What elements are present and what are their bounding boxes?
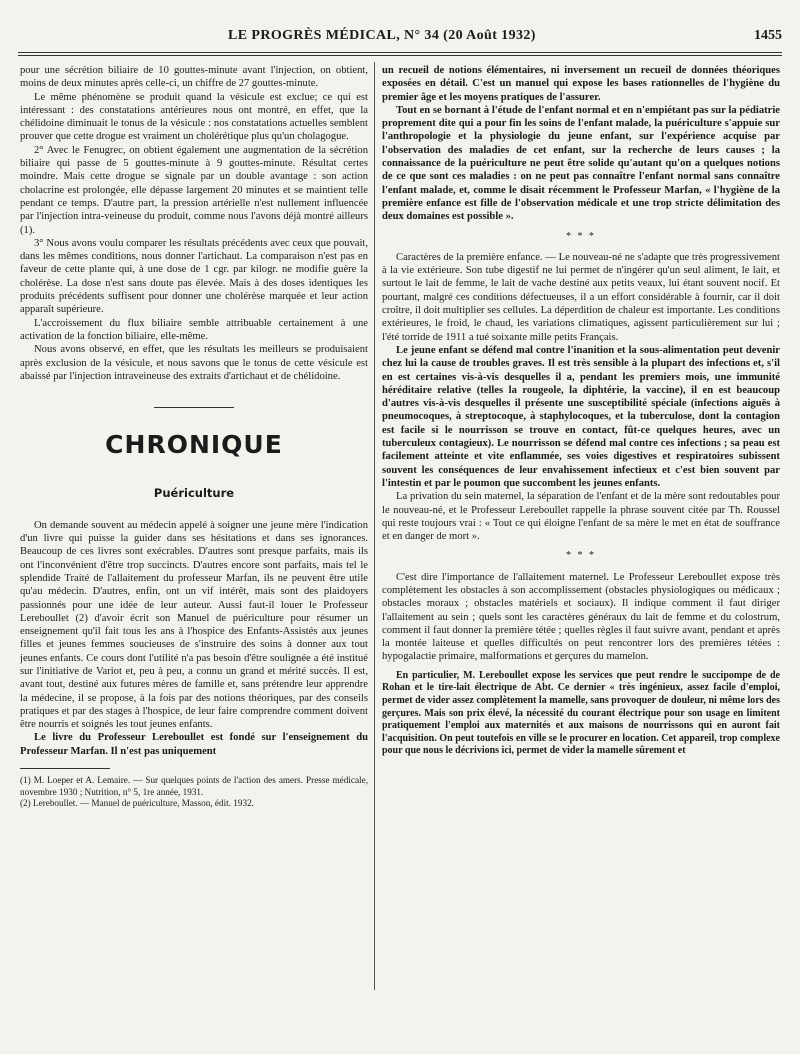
asterism: * * * xyxy=(566,230,596,242)
paragraph: Nous avons observé, en effet, que les résultats les meilleurs se produisaient après exclusion de la vésicule, et nous savons que le tonus de cette vésicule est abaissé par l'injection intraveineuse des extraits d'artichaut et de chélidoine. xyxy=(20,344,368,382)
paragraph: Le même phénomène se produit quand la vésicule est exclue; ce qui est intéressant : des constatations antérieures nous ont montré, en effet, que la chélidoine diminuait le tonus de la vésicule : nos constatations actuelles semblent prouver que cette drogue est vraiment un cholérétique plus qu'un cholagogue. xyxy=(20,91,368,143)
paragraph: pour une sécrétion biliaire de 10 gouttes-minute avant l'injection, on obtient, moins de deux minutes après celle-ci, un chiffre de 27 gouttes-minute. xyxy=(20,65,368,90)
header-rule-2 xyxy=(18,55,782,56)
paragraph: En particulier, M. Lereboullet expose les services que peut rendre le succipompe de de Rohan et le tire-lait électrique de Abt. Ce dernier « très ingénieux, assez facile d'emploi, permet de vider assez complètement la mamelle, sans provoquer de douleur, ni même lors des gerçures. Mais son prix élevé, la nécessité du courant électrique pour son usage en limitent pratiquement l'emploi aux maternités et aux maisons de nourrissons qui en auront fait l'acquisition. On peut toutefois en ville se le procurer en location. Cet appareil, trop complexe pour que nous le décrivions ici, permet de vider la mamelle sûrement et xyxy=(382,669,780,757)
paragraph: Caractères de la première enfance. — Le nouveau-né ne s'adapte que très progressivement à la vie extérieure. Son tube digestif ne lui permet de n'ingérer qu'un seul aliment, le lait, et surtout le lait de femme, le lait de vache destiné aux petits veaux, lui étant souvent nocif. Et pourtant, malgré ces conditions défectueuses, il a un effort considérable à fournir, car il doit croître, il doit multiplier ses cellules. La déperdition de chaleur est importante. Les conditions extérieures, le froid, le chaud, les variations climatiques, agissent particulièrement sur lui ; l'été torride de 1911 a tué soixante mille petits Français. xyxy=(382,251,780,343)
paragraph: 2° Avec le Fenugrec, on obtient également une augmentation de la sécrétion biliaire qui passe de 5 gouttes-minute à 9 gouttes-minute. Résultat certes moindre. Mais cette drogue se signale par un double avantage : son action cholacrine est prolongée, elle dépasse largement 20 minutes et se maintient telle pendant ce temps. D'autre part, la pression artérielle n'est nullement influencée par l'injection intra-veineuse du produit, comme nous l'avons déjà montré ailleurs (1). xyxy=(20,144,368,236)
paragraph: 3° Nous avons voulu comparer les résultats précédents avec ceux que pouvait, dans les mêmes conditions, nous donner l'artichaut. La comparaison n'est pas en faveur de cette plante qui, à une dose de 1 cgr. par kilogr. ne modifie guère la cholérèse. La dose n'est sans doute pas élevée. Mais à des doses identiques les produits précédents suffisent pour donner une cholérèse marquée et leur action apparaît supérieure. xyxy=(20,237,368,316)
left-column xyxy=(20,64,368,1054)
footnote-rule xyxy=(20,768,110,769)
journal-title: LE PROGRÈS MÉDICAL, N° 34 (20 Août 1932) xyxy=(228,28,536,43)
section-separator xyxy=(154,407,234,408)
column-divider xyxy=(374,62,375,990)
running-header xyxy=(18,28,782,48)
paragraph: Tout en se bornant à l'étude de l'enfant normal et en n'empiétant pas sur la pédiatrie proprement dite qui a pour fin les soins de l'enfant malade, la puériculture s'appuie sur l'anthropologie et la physiologie du jeune enfant, sur l'expérience acquise par l'observation des maladies de cet enfant, sur la recherche de leurs causes ; la connaissance de la puériculture ne peut être solide qu'autant qu'on a quelques notions de ce que sont ces maladies : on ne peut pas connaître l'enfant normal sans connaître l'enfant malade, et, comme le disait récemment le Professeur Marfan, « l'hygiène de la première enfance est fille de l'observation médicale et une trop stricte délimitation des deux domaines est possible ». xyxy=(382,104,780,223)
section-heading: Puériculture xyxy=(153,486,235,501)
paragraph: La privation du sein maternel, la séparation de l'enfant et de la mère sont redoutables pour le nouveau-né, et le Professeur Lereboullet rappelle la phrase souvent citée par Th. Roussel qui reste toujours vrai : « Tout ce qui éloigne l'enfant de sa mère le met en état de souffrance et en danger de mort ». xyxy=(382,491,780,543)
paragraph: Le livre du Professeur Lereboullet est fondé sur l'enseignement du Professeur Marfan. Il n'est pas uniquement xyxy=(20,732,368,757)
asterism: * * * xyxy=(566,550,596,562)
footnote: (2) Lereboullet. — Manuel de puériculture, Masson, édit. 1932. xyxy=(20,798,254,809)
right-column xyxy=(382,64,780,1054)
paragraph: Le jeune enfant se défend mal contre l'inanition et la sous-alimentation peut devenir chez lui la cause de troubles graves. Il est très sensible à la plupart des infections et, s'il en est certaines vis-à-vis desquelles il a, pendant les premiers mois, une immunité héréditaire relative (telles la rougeole, la diphtérie, la vaccine), il en est beaucoup d'autres vis-à-vis desquelles il présente une susceptibilité spéciale (infections aiguës à pneumocoques, à streptocoque, à staphylocoques, et la tuberculose, dont la contagion est facile si le nourrisson se trouve en contact, fût-ce quelques heures, avec un tuberculeux contagieux). Le nourrisson se défend mal contre ces infections ; sa peau est facilement atteinte et vite enflammée, ses voies digestives et respiratoires subissent souvent les conséquences de leur envahissement infectieux et c'est bien souvent par l'intestin et par le poumon que succombent les jeunes enfants. xyxy=(382,344,780,489)
paragraph: On demande souvent au médecin appelé à soigner une jeune mère l'indication d'un livre qui puisse la guider dans ses hésitations et dans ses ignorances. Beaucoup de ces livres sont exécrables. D'autres sont presque parfaits, mais ils ont l'inconvénient d'être trop succincts. D'autres encore sont parfaits, mais tel le splendide Traité de l'allaitement du professeur Marfan, ils ne peuvent être utile qu'au médecin. D'autres, enfin, ont un vif intérêt, mais sont des plaidoyers passionnés pour une idée de leur auteur. Aussi faut-il louer le Professeur Lereboullet (2) d'avoir écrit son Manuel de puériculture pour résumer un enseignement qu'il fait tous les ans à l'hospice des Enfants-Assistés aux jeunes filles et jeunes femmes soucieuses de s'instruire des soins à donner aux tout jeunes enfants. Ce cours dont l'utilité n'a pas besoin d'être soulignée a été institué sur l'initiative de Variot et, peu à peu, a connu un grand et mérité succès. Il est, avant tout, destiné aux futures mères de famille et, sans prétendre leur apprendre la médecine, il se propose, à la fois par des notions théoriques, par des conseils pratiques et par des stages à l'hospice, de leur faire comprendre comment doivent être nourris et soignés les tout jeunes enfants. xyxy=(20,519,368,731)
chronique-heading: CHRONIQUE xyxy=(105,430,283,460)
paragraph: un recueil de notions élémentaires, ni inversement un recueil de données théoriques exposées en détail. C'est un manuel qui expose les bases rationnelles de l'hygiène du premier âge et les moyens pratiques de l'assurer. xyxy=(382,65,780,103)
footnote: (1) M. Loeper et A. Lemaire. — Sur quelques points de l'action des amers. Presse médicale, novembre 1930 ; Nutrition, n° 5, 1re année, 1931. xyxy=(20,775,368,797)
paragraph: L'accroissement du flux biliaire semble attribuable certainement à une activation de la fonction biliaire, elle-même. xyxy=(20,317,368,342)
page-number: 1455 xyxy=(754,28,782,43)
paragraph: C'est dire l'importance de l'allaitement maternel. Le Professeur Lereboullet expose très complètement les obstacles à son accomplissement (obstacles physiologiques ou médicaux ; obstacles moraux ; obstacles matériels et sociaux). Il indique comment il faut diriger l'allaitement au sein ; quels sont les caractères généraux du lait de femme et du colostrum, comment il faut donner la première tétée ; quelles règles il faut suivre avant, pendant et après la montée laiteuse et quelles difficultés on peut rencontrer lors des premières tétées : hypogalactie primaire, malformations et gerçures du mamelon. xyxy=(382,571,780,663)
header-rule xyxy=(18,52,782,53)
